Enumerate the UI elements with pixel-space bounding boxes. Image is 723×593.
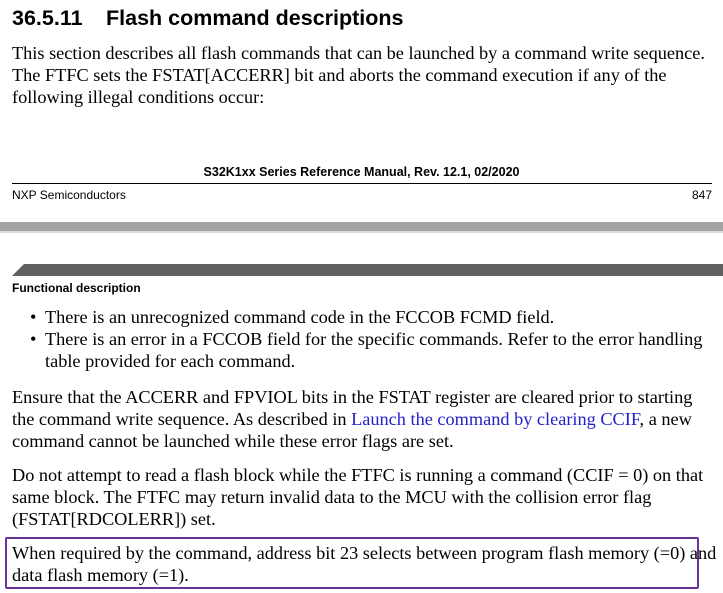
attempt-paragraph: Do not attempt to read a flash block while the FTFC is running a command (CCIF = 0) on that same block. The FTFC may return invalid data to the MCU with the collision error flag (FSTAT[RDCOLERR]) set. — [12, 465, 704, 529]
footer-divider — [12, 183, 712, 184]
illegal-conditions-list — [12, 306, 717, 372]
page-separator — [0, 222, 723, 231]
section-title: Flash command descriptions — [106, 6, 404, 30]
header-bar — [0, 264, 723, 276]
list-item-text: There is an error in a FCCOB field for the specific commands. Refer to the error handling table provided for each command. — [45, 329, 703, 371]
section-number: 36.5.11 — [12, 6, 83, 30]
intro-paragraph: This section describes all flash commands that can be launched by a command write sequence. The FTFC sets the FSTAT[ACCERR] bit and aborts the command execution if any of the following illegal conditions occur: — [12, 43, 705, 107]
ensure-text-before: Ensure that the ACCERR and FPVIOL bits in the FSTAT register are cleared prior to starting the command write sequence. As described in — [12, 387, 693, 429]
running-header: Functional description — [12, 281, 141, 295]
list-item-text: There is an unrecognized command code in the FCCOB FCMD field. — [45, 307, 555, 327]
bullet-icon: • — [30, 329, 37, 349]
list-item — [12, 328, 717, 372]
ensure-text-after: , a new command cannot be launched while these error flags are set. — [12, 409, 692, 451]
ensure-paragraph — [12, 386, 717, 452]
footer-page-number: 847 — [691, 188, 712, 202]
list-item — [12, 306, 717, 328]
page-separator-shadow — [0, 231, 723, 233]
required-paragraph: When required by the command, address bit 23 selects between program flash memory (=0) and data flash memory (=1). — [12, 543, 717, 585]
footer-company: NXP Semiconductors — [12, 188, 126, 202]
section-heading — [12, 4, 403, 32]
launch-command-link[interactable]: Launch the command by clearing CCIF — [351, 409, 640, 429]
footer-manual-title: S32K1xx Series Reference Manual, Rev. 12.1, 02/2020 — [203, 165, 520, 179]
bullet-icon: • — [30, 307, 37, 327]
